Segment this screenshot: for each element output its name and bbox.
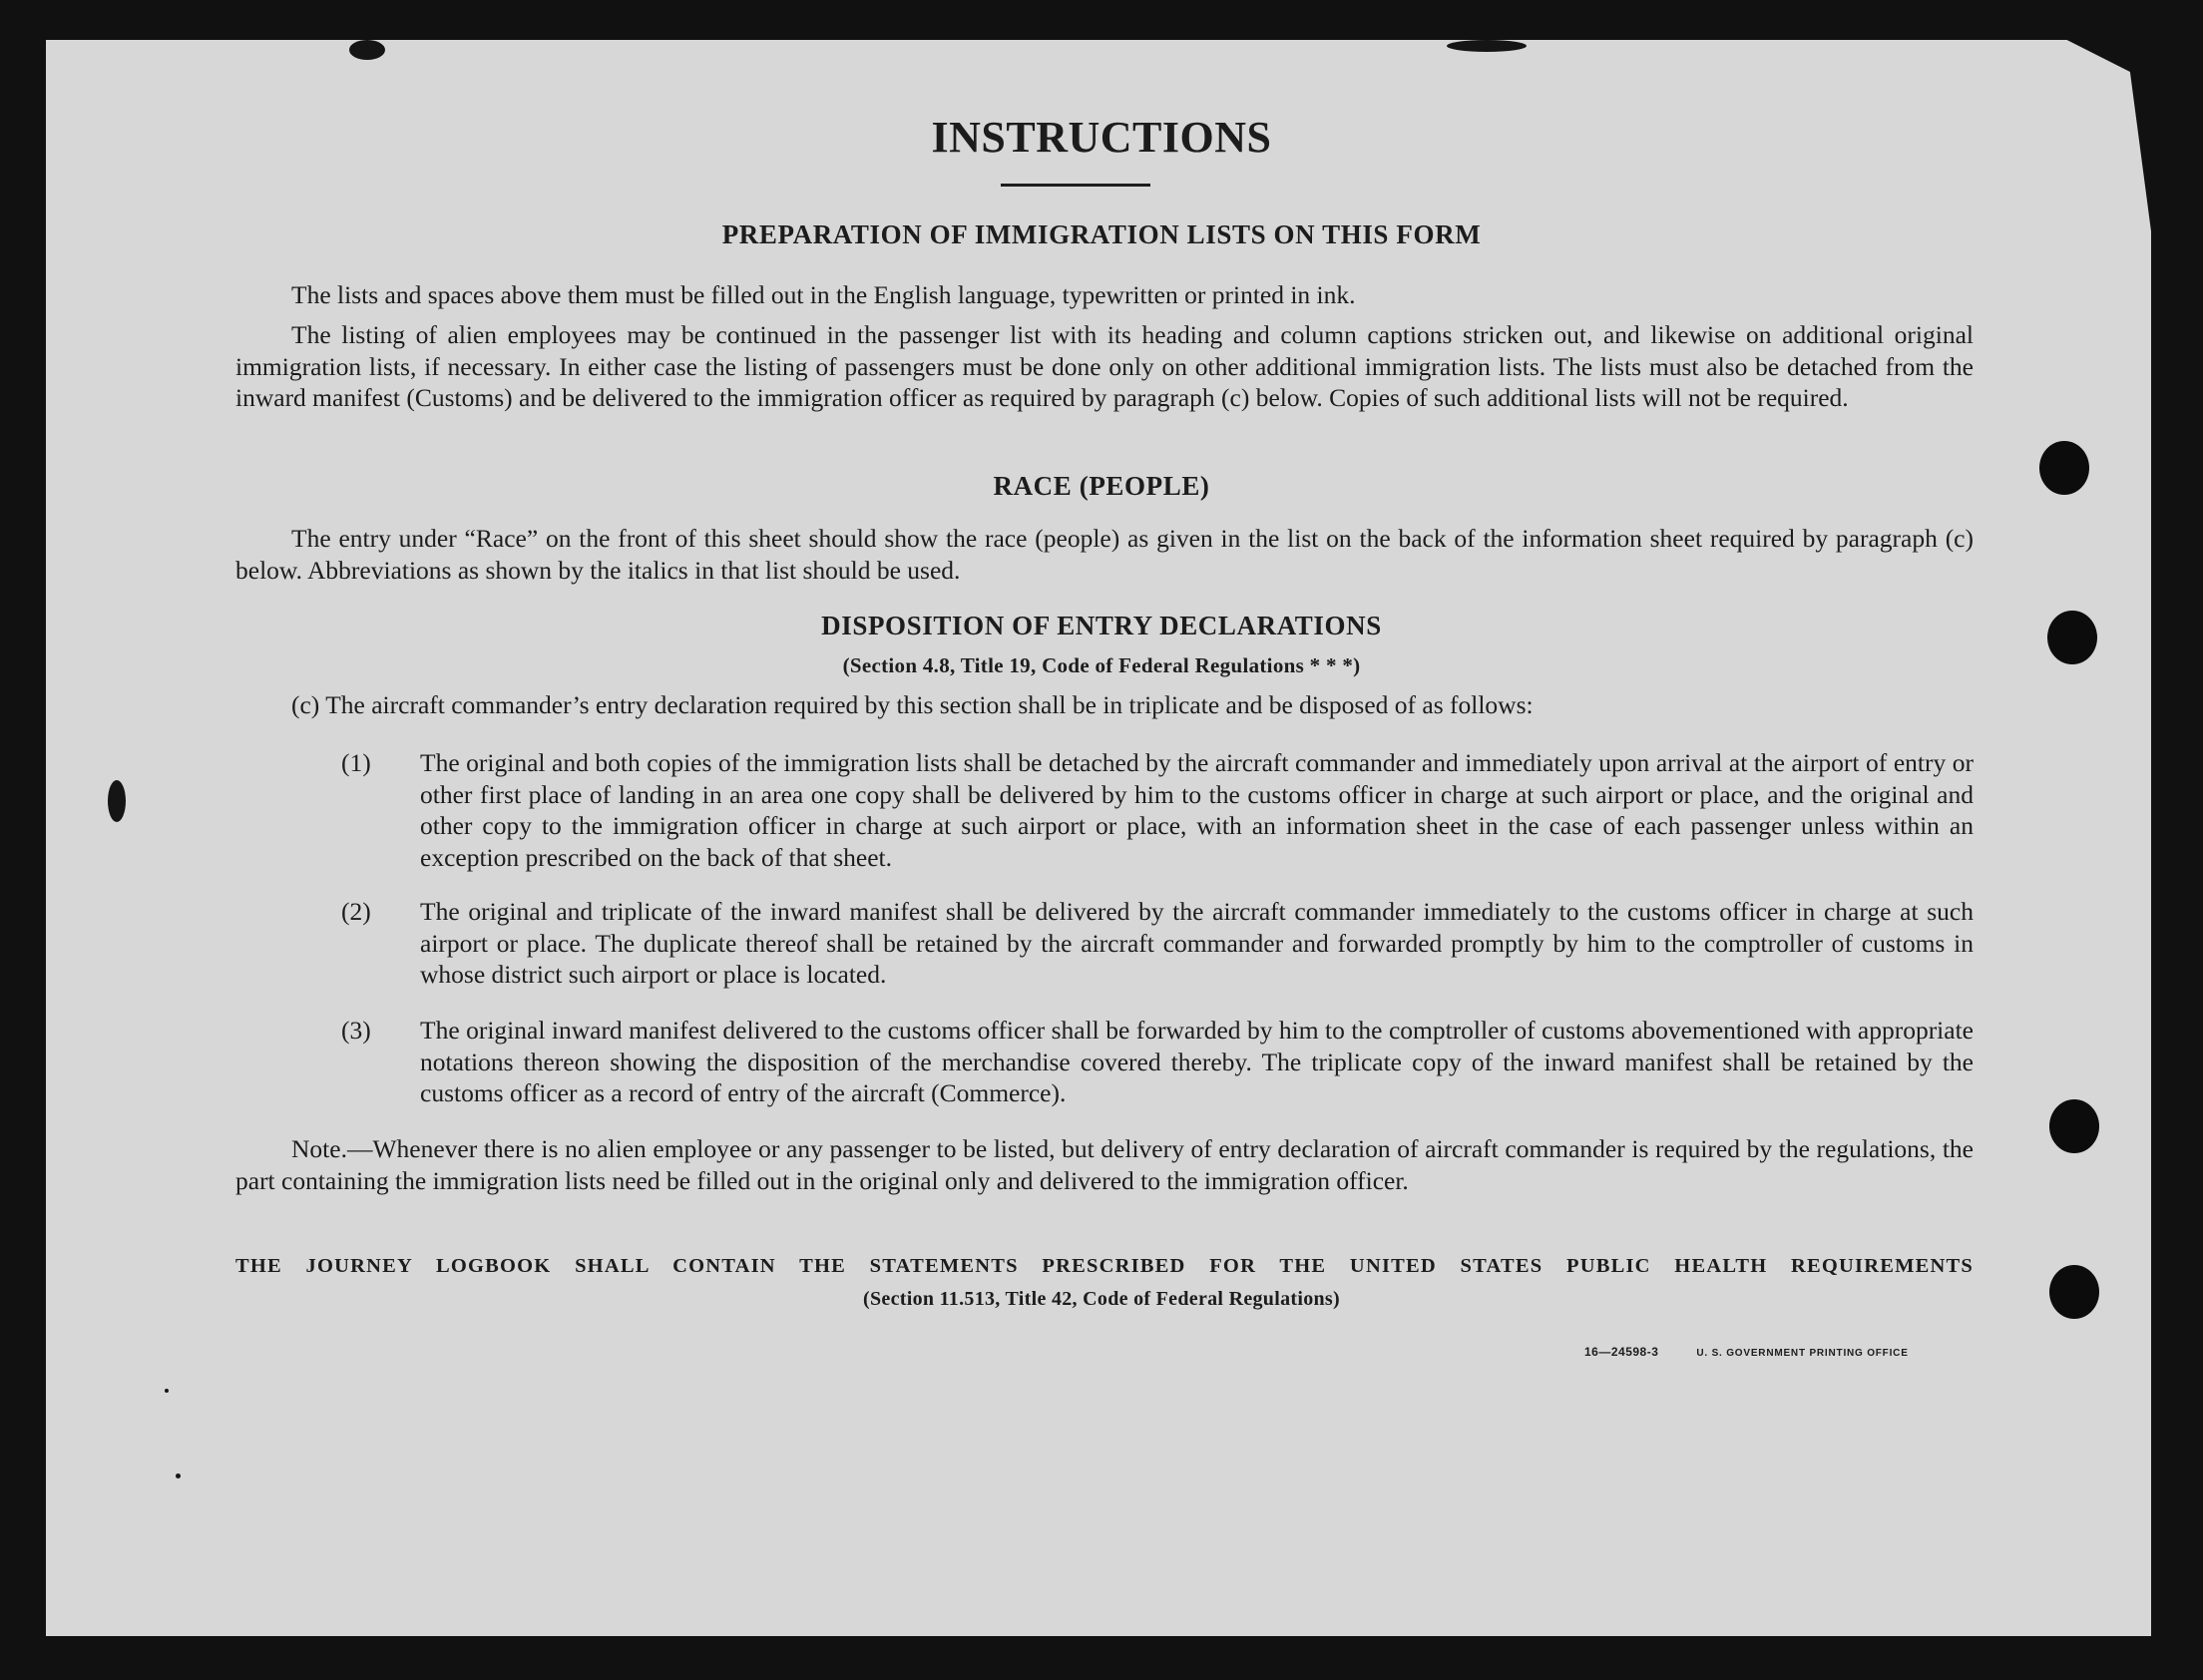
note-paragraph: Note.—Whenever there is no alien employee or any passenger to be listed, but delivery of entry declaration of aircraft commander is required by the regulations, the part containing the immigration lists need be filled out in the original only and delivered to the immigration officer. bbox=[235, 1134, 1974, 1195]
section-heading-preparation: PREPARATION OF IMMIGRATION LISTS ON THIS FORM bbox=[721, 219, 1482, 249]
list-item-text: The original and both copies of the immigration lists shall be detached by the aircraft commander and immediately upon arrival at the airport of entry or other first place of landing in an area one copy shall be delivered by him to the customs officer in charge at such airport or place, and the original and other copy to the immigration officer in charge at such airport or place, with an information sheet in the case of each passenger unless within an exception prescribed on the back of that sheet. bbox=[420, 748, 1974, 872]
ink-blot bbox=[108, 780, 126, 822]
list-item bbox=[341, 1015, 1974, 1109]
ink-speck bbox=[176, 1473, 181, 1478]
list-item-text: The original and triplicate of the inward manifest shall be delivered by the aircraft commander immediately to the customs officer in charge at such airport or place. The duplicate thereof shall be retained by the aircraft commander and forwarded promptly by him to the comptroller of customs in whose district such airport or place is located. bbox=[420, 897, 1974, 989]
list-item bbox=[341, 747, 1974, 873]
paragraph-language: The lists and spaces above them must be filled out in the English language, typewritten or printed in ink. bbox=[291, 280, 1356, 309]
printing-office: U. S. GOVERNMENT PRINTING OFFICE bbox=[1696, 1348, 1909, 1359]
punch-hole bbox=[2049, 1099, 2099, 1153]
ink-speck bbox=[165, 1389, 169, 1393]
torn-edge bbox=[349, 40, 385, 60]
section-heading-race: RACE (PEOPLE) bbox=[993, 471, 1210, 501]
form-number: 16—24598-3 bbox=[1584, 1345, 1659, 1359]
list-item-number: (3) bbox=[341, 1016, 371, 1045]
list-item-number: (1) bbox=[341, 748, 371, 777]
paragraph-alien-employees: The listing of alien employees may be continued in the passenger list with its heading and column captions stricken out, and likewise on additional original immigration lists, if necessary. In either case the listing of passengers must be done only on other additional immigration lists. The lists must also be detached from the inward manifest (Customs) and be delivered to the immigration officer as required by paragraph (c) below. Copies of such additional lists will not be required. bbox=[235, 320, 1974, 412]
page-title: INSTRUCTIONS bbox=[931, 113, 1272, 162]
torn-edge bbox=[1447, 40, 1527, 52]
health-requirements-statement: THE JOURNEY LOGBOOK SHALL CONTAIN THE STATEMENTS PRESCRIBED FOR THE UNITED STATES PUBLIC HEALTH REQUIREMENTS bbox=[235, 1255, 1974, 1277]
section-heading-disposition: DISPOSITION OF ENTRY DECLARATIONS bbox=[821, 611, 1382, 640]
title-underline bbox=[1001, 184, 1150, 187]
paragraph-race: The entry under “Race” on the front of this sheet should show the race (people) as given in the list on the back of the information sheet required by paragraph (c) below. Abbreviations as shown by the italics in that list should be used. bbox=[235, 524, 1974, 585]
list-item-number: (2) bbox=[341, 897, 371, 926]
disposition-intro: (c) The aircraft commander’s entry declaration required by this section shall be in triplicate and be disposed of as follows: bbox=[291, 690, 1534, 719]
health-requirements-citation: (Section 11.513, Title 42, Code of Federal Regulations) bbox=[863, 1288, 1340, 1310]
printer-imprint bbox=[1584, 1345, 1909, 1359]
list-item bbox=[341, 896, 1974, 991]
disposition-citation: (Section 4.8, Title 19, Code of Federal Regulations * * *) bbox=[842, 653, 1361, 677]
list-item-text: The original inward manifest delivered to the customs officer shall be forwarded by him to the comptroller of customs abovementioned with appropriate notations thereon showing the disposition of the merchandise covered thereby. The triplicate copy of the inward manifest shall be retained by the customs officer as a record of entry of the aircraft (Commerce). bbox=[420, 1016, 1974, 1107]
